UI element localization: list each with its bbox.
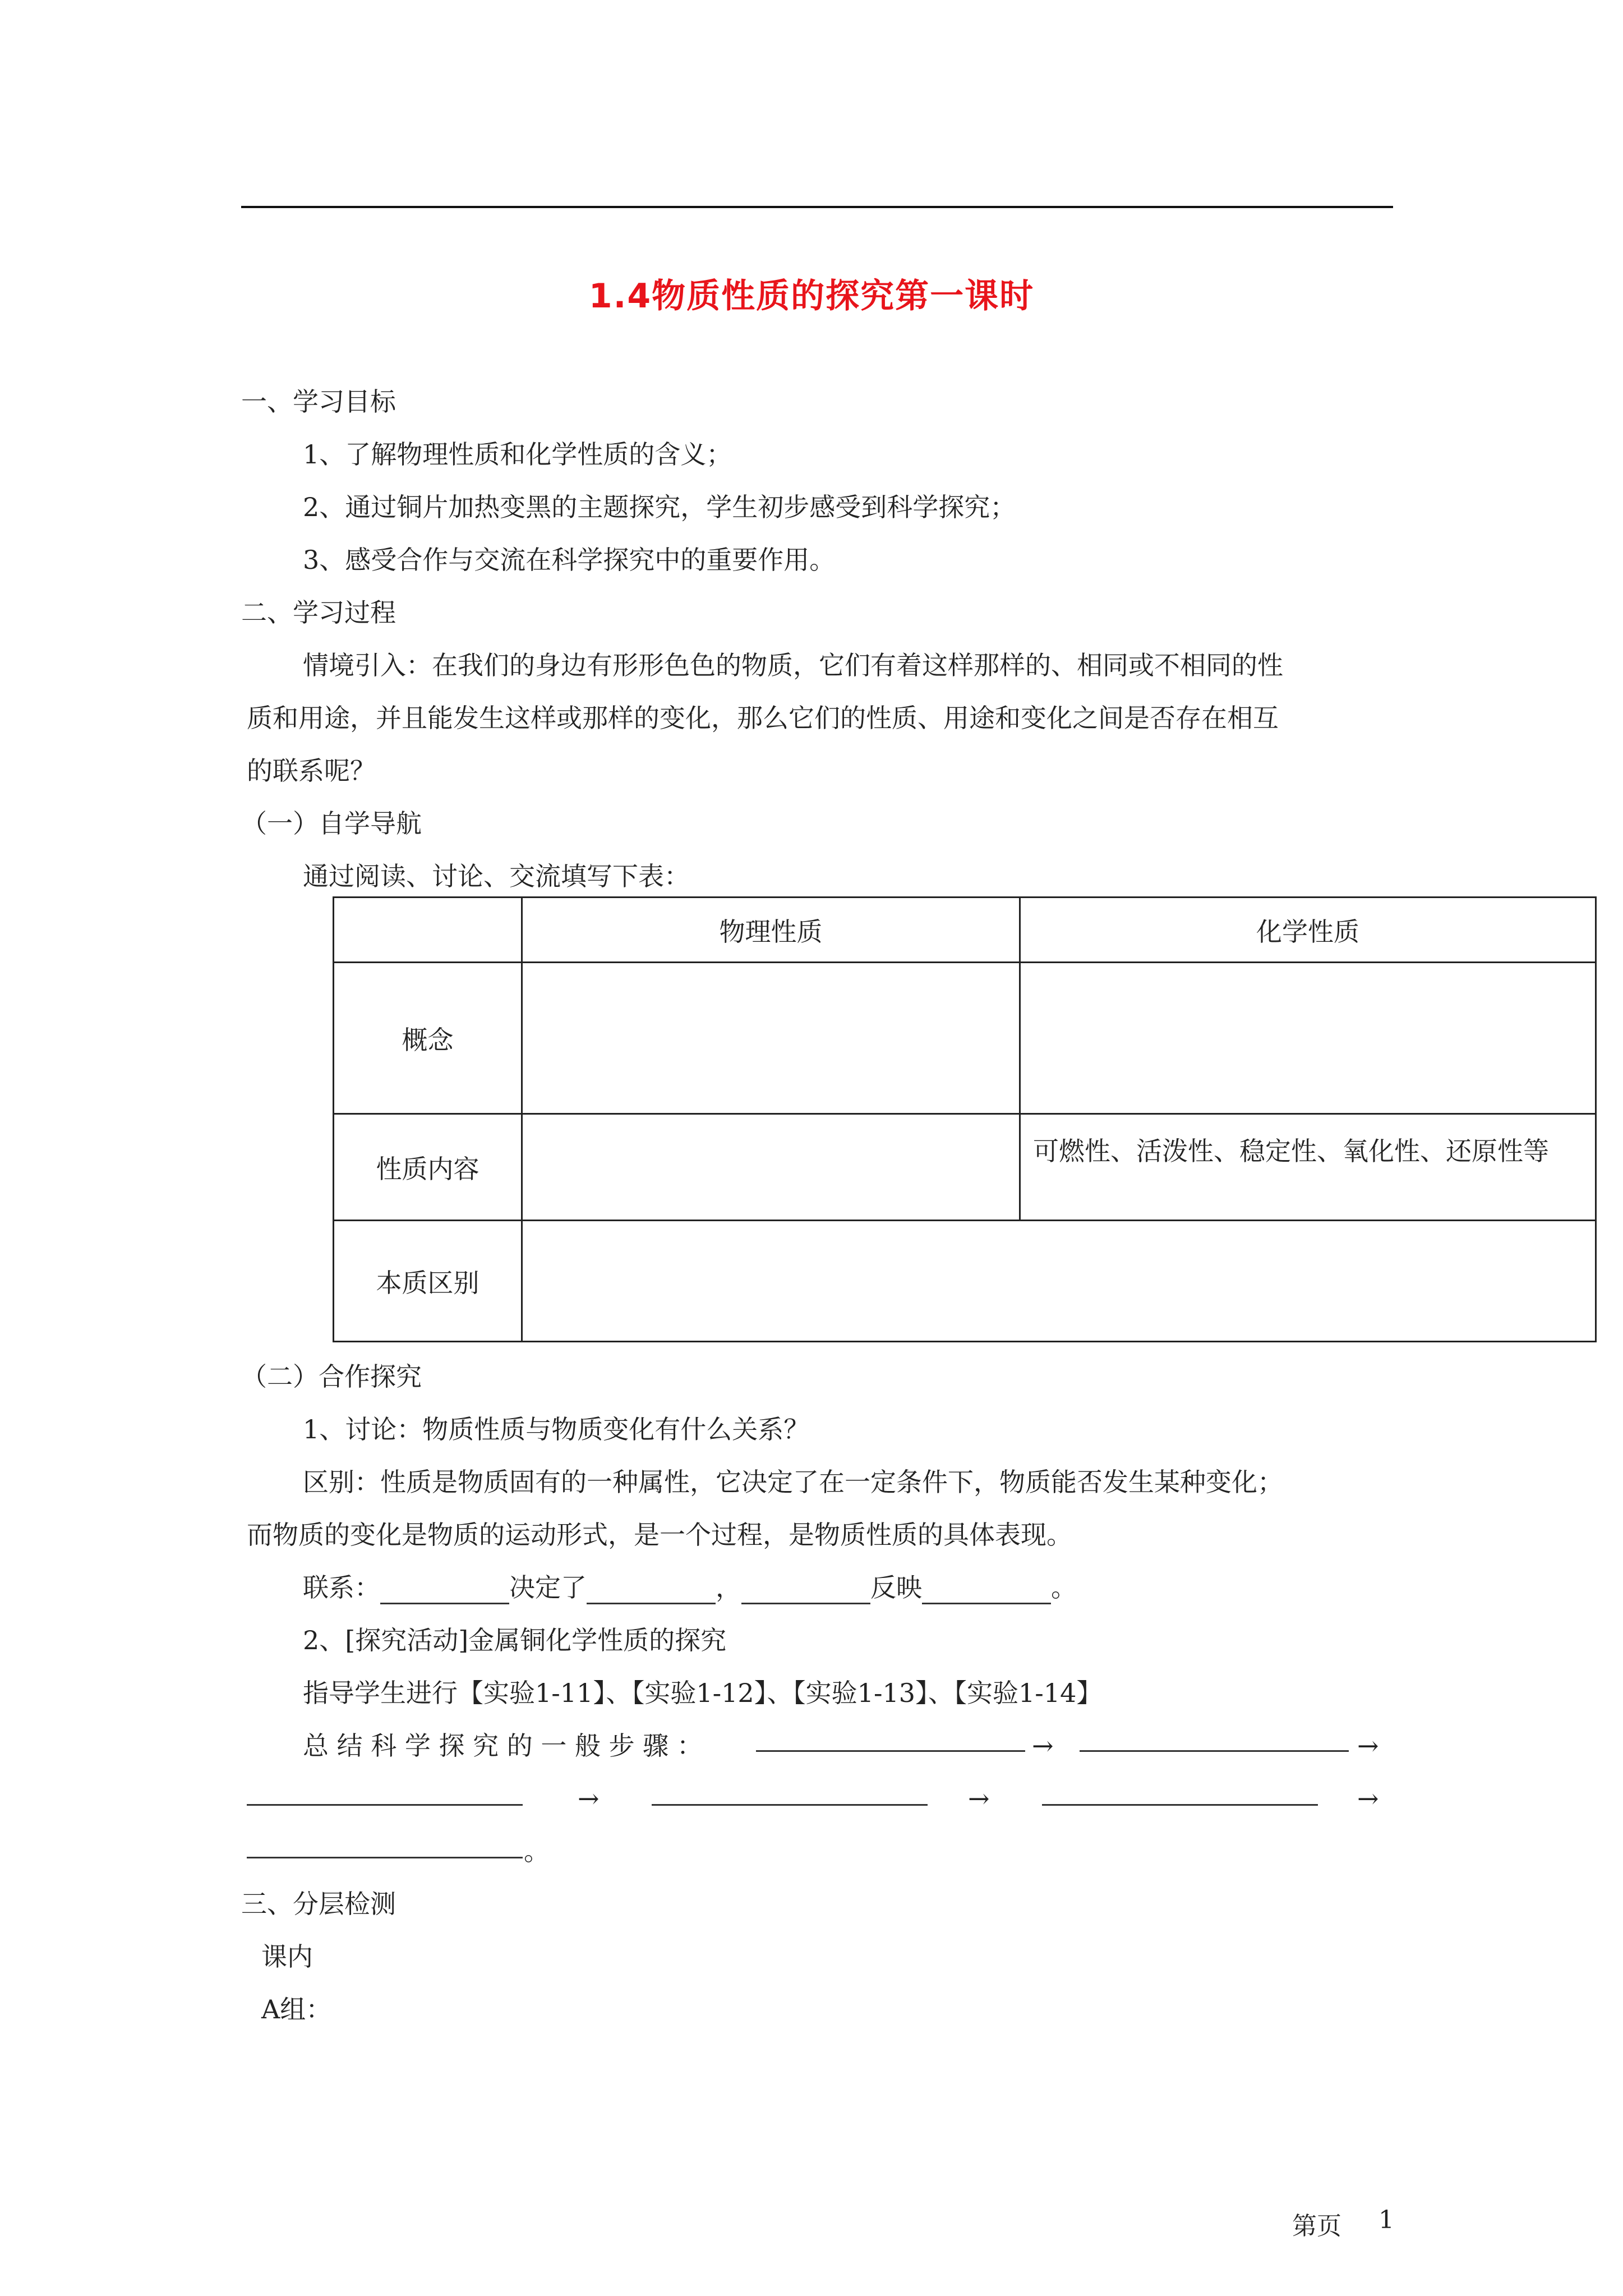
- fill-blank[interactable]: [922, 1580, 1051, 1604]
- step-blank-3[interactable]: [247, 1804, 523, 1806]
- connection-text-3: 反映: [870, 1572, 922, 1603]
- fill-blank[interactable]: [587, 1580, 716, 1604]
- table-row: [334, 963, 1596, 1114]
- connection-label: 联系：: [303, 1572, 380, 1603]
- arrow-icon: →: [1357, 1731, 1379, 1761]
- step-blank-4[interactable]: [652, 1804, 928, 1806]
- difference-line-2: 而物质的变化是物质的运动形式，是一个过程，是物质性质的具体表现。: [247, 1520, 1072, 1550]
- activity-heading: 2、[探究活动]金属铜化学性质的探究: [303, 1625, 727, 1655]
- table-instruction: 通过阅读、讨论、交流填写下表：: [303, 861, 690, 891]
- table-header-physical: 物理性质: [522, 898, 1020, 963]
- connection-text-1: 决定了: [509, 1572, 587, 1603]
- table-header-row: [334, 898, 1596, 963]
- step-blank-5[interactable]: [1042, 1804, 1318, 1806]
- steps-end-period: 。: [524, 1836, 550, 1866]
- table-row: [334, 1221, 1596, 1342]
- cell-content-physical: [522, 1114, 1020, 1221]
- row-label-concept: 概念: [334, 963, 522, 1114]
- page-title: 1.4物质性质的探究第一课时: [588, 277, 1035, 316]
- section-heading-process: 二、学习过程: [241, 597, 396, 628]
- connection-line: [303, 1571, 1077, 1604]
- arrow-icon: →: [1032, 1731, 1054, 1761]
- section-heading-goals: 一、学习目标: [241, 386, 396, 417]
- goal-item-2: 2、通过铜片加热变黑的主题探究，学生初步感受到科学探究；: [303, 492, 1016, 522]
- table-row: [334, 1114, 1596, 1221]
- in-class-label: 课内: [261, 1941, 313, 1972]
- intro-line-1: 情境引入：在我们的身边有形形色色的物质，它们有着这样那样的、相同或不相同的性: [303, 650, 1283, 680]
- page-label: 第页: [1292, 2212, 1341, 2240]
- step-blank-1[interactable]: [756, 1750, 1025, 1752]
- group-a-label: A组：: [261, 1994, 332, 2024]
- experiment-guide: 指导学生进行【实验1-11】、【实验1-12】、【实验1-13】、【实验1-14】: [303, 1678, 1103, 1708]
- fill-blank[interactable]: [741, 1580, 870, 1604]
- subsection-heading-self-study: （一）自学导航: [241, 808, 422, 839]
- row-label-essential-difference: 本质区别: [334, 1221, 522, 1342]
- header-rule: [241, 206, 1393, 208]
- page-number: 1: [1378, 2206, 1394, 2234]
- cell-concept-physical: [522, 963, 1020, 1114]
- cell-concept-chemical: [1020, 963, 1596, 1114]
- subsection-heading-cooperation: （二）合作探究: [241, 1361, 422, 1392]
- arrow-icon: →: [968, 1783, 990, 1814]
- step-blank-6[interactable]: [247, 1857, 523, 1858]
- intro-line-2: 质和用途，并且能发生这样或那样的变化，那么它们的性质、用途和变化之间是否存在相互: [247, 703, 1279, 733]
- intro-line-3: 的联系呢？: [247, 756, 376, 786]
- arrow-icon: →: [578, 1783, 600, 1814]
- row-label-content: 性质内容: [334, 1114, 522, 1221]
- cell-essential-difference: [522, 1221, 1596, 1342]
- table-header-empty: [334, 898, 522, 963]
- step-blank-2[interactable]: [1080, 1750, 1349, 1752]
- section-heading-tests: 三、分层检测: [241, 1889, 396, 1919]
- connection-text-2: ，: [716, 1572, 741, 1603]
- goal-item-1: 1、了解物理性质和化学性质的含义；: [303, 439, 732, 470]
- cell-content-chemical: 可燃性、活泼性、稳定性、氧化性、还原性等: [1020, 1114, 1596, 1221]
- connection-text-4: 。: [1051, 1572, 1077, 1603]
- arrow-icon: →: [1357, 1783, 1379, 1814]
- properties-table: [333, 896, 1597, 1342]
- fill-blank[interactable]: [380, 1580, 509, 1604]
- table-header-chemical: 化学性质: [1020, 898, 1596, 963]
- goal-item-3: 3、感受合作与交流在科学探究中的重要作用。: [303, 545, 836, 575]
- discussion-question: 1、讨论：物质性质与物质变化有什么关系？: [303, 1414, 810, 1444]
- steps-label: 总 结 科 学 探 究 的 一 般 步 骤 ：: [303, 1731, 703, 1761]
- difference-line-1: 区别：性质是物质固有的一种属性，它决定了在一定条件下，物质能否发生某种变化；: [303, 1467, 1283, 1497]
